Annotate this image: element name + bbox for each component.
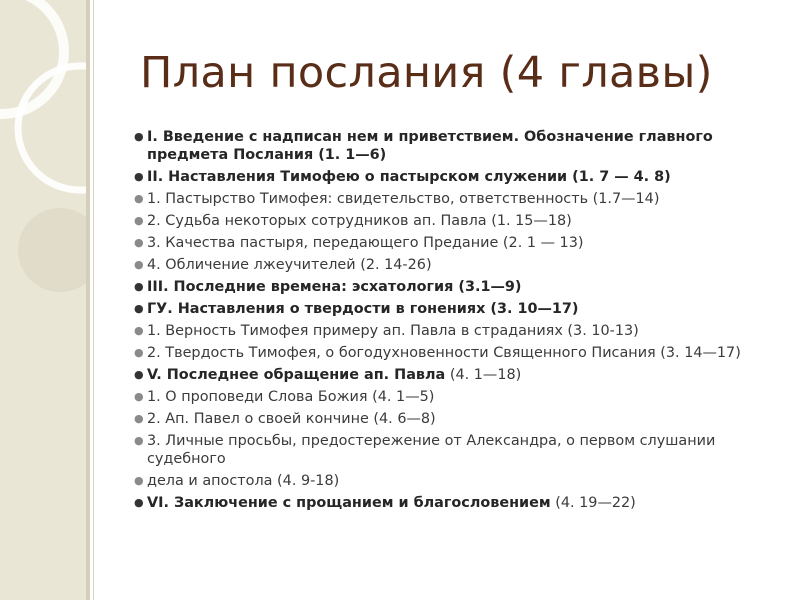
outline-item <box>134 190 764 208</box>
outline-item <box>134 322 764 340</box>
outline-item <box>134 234 764 252</box>
outline-item-text: 4. Обличение лжеучителей (2. 14-26) <box>147 257 432 273</box>
outline-item-text: ГУ. Наставления о твердости в гонениях (3. 10—17) <box>147 301 579 317</box>
outline-item-reference: (4. 1—18) <box>445 367 522 383</box>
bullet-icon: ● <box>134 302 144 315</box>
outline-item <box>134 212 764 230</box>
slide-title: План послания (4 главы) <box>140 48 713 98</box>
outline-item <box>134 366 764 384</box>
bullet-icon: ● <box>134 280 144 293</box>
bullet-icon: ● <box>134 258 144 271</box>
outline-item <box>134 432 764 468</box>
outline-item <box>134 388 764 406</box>
outline-item <box>134 410 764 428</box>
outline-item-text: II. Наставления Тимофею о пастырском служении (1. 7 — 4. 8) <box>147 169 671 185</box>
outline-item-text: 2. Ап. Павел о своей кончине (4. 6—8) <box>147 411 436 427</box>
bullet-icon: ● <box>134 412 144 425</box>
outline-item <box>134 344 764 362</box>
outline-item <box>134 300 764 318</box>
outline-list <box>134 128 764 516</box>
outline-item <box>134 128 764 164</box>
outline-item-text: 1. О проповеди Слова Божия (4. 1—5) <box>147 389 435 405</box>
bullet-icon: ● <box>134 368 144 381</box>
bullet-icon: ● <box>134 346 144 359</box>
bullet-icon: ● <box>134 434 144 447</box>
outline-item-text: 2. Твердость Тимофея, о богодухновенности Священного Писания (3. 14—17) <box>147 345 741 361</box>
bullet-icon: ● <box>134 170 144 183</box>
bullet-icon: ● <box>134 214 144 227</box>
outline-item-text: 1. Пастырство Тимофея: свидетельство, ответственность (1.7—14) <box>147 191 660 207</box>
outline-item <box>134 168 764 186</box>
decorative-circles <box>0 0 86 600</box>
sidebar-divider <box>93 0 94 600</box>
outline-item <box>134 256 764 274</box>
outline-item-text: VI. Заключение с прощанием и благословением <box>147 495 551 511</box>
outline-item <box>134 278 764 296</box>
outline-item-text: 2. Судьба некоторых сотрудников ап. Павла (1. 15—18) <box>147 213 572 229</box>
bullet-icon: ● <box>134 474 144 487</box>
outline-item-text: III. Последние времена: эсхатология (3.1—9) <box>147 279 522 295</box>
outline-item-text: дела и апостола (4. 9-18) <box>147 473 340 489</box>
decorative-sidebar <box>0 0 86 600</box>
outline-item-text: 1. Верность Тимофея примеру ап. Павла в страданиях (3. 10-13) <box>147 323 639 339</box>
sidebar-border <box>86 0 90 600</box>
outline-item-reference: (4. 19—22) <box>550 495 636 511</box>
bullet-icon: ● <box>134 390 144 403</box>
bullet-icon: ● <box>134 192 144 205</box>
outline-item-text: 3. Личные просьбы, предостережение от Александра, о первом слушании судебного <box>147 433 716 467</box>
bullet-icon: ● <box>134 130 144 143</box>
outline-item-text: I. Введение с надписан нем и приветствием. Обозначение главного предмета Послания (1. 1—6) <box>147 129 713 163</box>
bullet-icon: ● <box>134 236 144 249</box>
outline-item-text: 3. Качества пастыря, передающего Предание (2. 1 — 13) <box>147 235 584 251</box>
outline-item <box>134 494 764 512</box>
outline-item-text: V. Последнее обращение ап. Павла <box>147 367 446 383</box>
bullet-icon: ● <box>134 324 144 337</box>
outline-item <box>134 472 764 490</box>
bullet-icon: ● <box>134 496 144 509</box>
